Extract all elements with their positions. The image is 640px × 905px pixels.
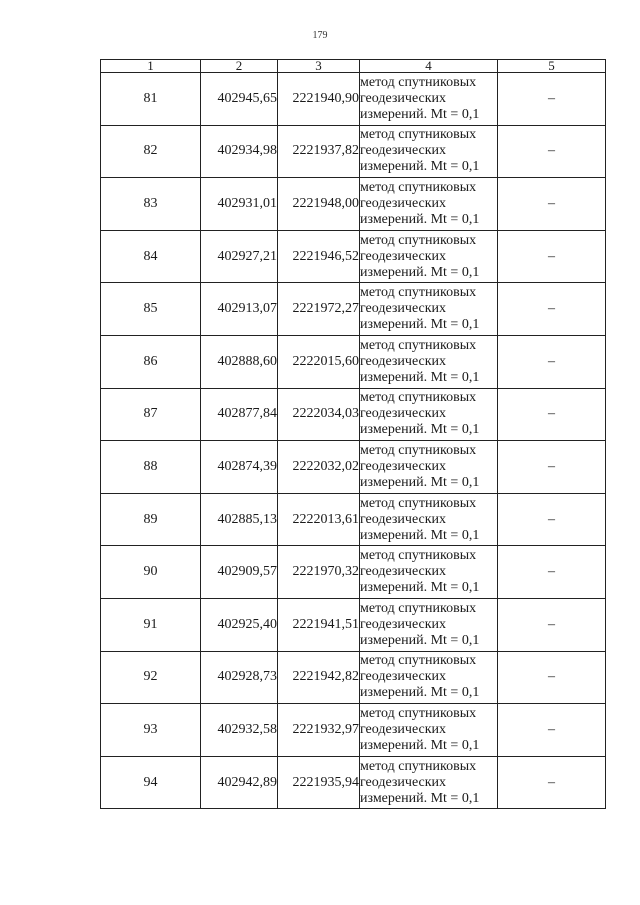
- method-line: измерений. Mt = 0,1: [360, 369, 480, 385]
- table-row: [101, 546, 606, 599]
- table-header-row: [101, 60, 606, 73]
- method-line: метод спутниковых: [360, 179, 477, 195]
- column-5-cell: –: [498, 651, 606, 704]
- method-line: метод спутниковых: [360, 337, 477, 353]
- method-line: измерений. Mt = 0,1: [360, 580, 480, 596]
- x-coordinate-cell: 402888,60: [201, 335, 278, 388]
- method-line: метод спутниковых: [360, 74, 477, 90]
- method-line: метод спутниковых: [360, 495, 477, 511]
- header-cell-4: 4: [360, 60, 498, 73]
- column-5-cell: –: [498, 73, 606, 126]
- table-row: [101, 230, 606, 283]
- y-coordinate-cell: 2221948,00: [278, 178, 360, 231]
- point-number-cell: 84: [101, 230, 201, 283]
- method-cell: [360, 756, 498, 809]
- method-cell: [360, 441, 498, 494]
- column-5-cell: –: [498, 441, 606, 494]
- method-line: измерений. Mt = 0,1: [360, 737, 480, 753]
- column-5-cell: –: [498, 546, 606, 599]
- method-cell: [360, 388, 498, 441]
- method-line: метод спутниковых: [360, 442, 477, 458]
- x-coordinate-cell: 402925,40: [201, 598, 278, 651]
- method-line: измерений. Mt = 0,1: [360, 106, 480, 122]
- x-coordinate-cell: 402877,84: [201, 388, 278, 441]
- column-5-cell: –: [498, 335, 606, 388]
- method-line: измерений. Mt = 0,1: [360, 264, 480, 280]
- method-line: метод спутниковых: [360, 705, 477, 721]
- table-row: [101, 73, 606, 126]
- method-line: метод спутниковых: [360, 600, 477, 616]
- method-line: геодезических: [360, 564, 447, 580]
- page-number: 179: [312, 30, 328, 41]
- point-number-cell: 94: [101, 756, 201, 809]
- table-row: [101, 283, 606, 336]
- method-line: измерений. Mt = 0,1: [360, 790, 480, 806]
- method-line: метод спутниковых: [360, 232, 477, 248]
- y-coordinate-cell: 2222034,03: [278, 388, 360, 441]
- method-line: метод спутниковых: [360, 285, 477, 301]
- point-number-cell: 88: [101, 441, 201, 494]
- y-coordinate-cell: 2222013,61: [278, 493, 360, 546]
- coordinates-table: [100, 59, 606, 809]
- method-cell: [360, 598, 498, 651]
- y-coordinate-cell: 2222032,02: [278, 441, 360, 494]
- column-5-cell: –: [498, 756, 606, 809]
- table-row: [101, 125, 606, 178]
- column-5-cell: –: [498, 704, 606, 757]
- method-line: метод спутниковых: [360, 653, 477, 669]
- method-line: измерений. Mt = 0,1: [360, 685, 480, 701]
- method-line: геодезических: [360, 616, 447, 632]
- column-5-cell: –: [498, 178, 606, 231]
- y-coordinate-cell: 2222015,60: [278, 335, 360, 388]
- x-coordinate-cell: 402934,98: [201, 125, 278, 178]
- x-coordinate-cell: 402932,58: [201, 704, 278, 757]
- method-cell: [360, 283, 498, 336]
- method-line: измерений. Mt = 0,1: [360, 422, 480, 438]
- table-row: [101, 598, 606, 651]
- table-row: [101, 704, 606, 757]
- method-line: геодезических: [360, 301, 447, 317]
- x-coordinate-cell: 402927,21: [201, 230, 278, 283]
- method-line: геодезических: [360, 195, 447, 211]
- x-coordinate-cell: 402885,13: [201, 493, 278, 546]
- header-cell-5: 5: [498, 60, 606, 73]
- method-line: измерений. Mt = 0,1: [360, 527, 480, 543]
- table-row: [101, 388, 606, 441]
- method-line: геодезических: [360, 721, 447, 737]
- point-number-cell: 90: [101, 546, 201, 599]
- header-cell-3: 3: [278, 60, 360, 73]
- point-number-cell: 92: [101, 651, 201, 704]
- method-line: геодезических: [360, 774, 447, 790]
- method-line: измерений. Mt = 0,1: [360, 317, 480, 333]
- x-coordinate-cell: 402931,01: [201, 178, 278, 231]
- y-coordinate-cell: 2221972,27: [278, 283, 360, 336]
- point-number-cell: 85: [101, 283, 201, 336]
- point-number-cell: 83: [101, 178, 201, 231]
- x-coordinate-cell: 402874,39: [201, 441, 278, 494]
- table-row: [101, 441, 606, 494]
- y-coordinate-cell: 2221946,52: [278, 230, 360, 283]
- header-cell-1: 1: [101, 60, 201, 73]
- method-line: измерений. Mt = 0,1: [360, 211, 480, 227]
- column-5-cell: –: [498, 388, 606, 441]
- method-line: измерений. Mt = 0,1: [360, 474, 480, 490]
- point-number-cell: 91: [101, 598, 201, 651]
- method-line: геодезических: [360, 406, 447, 422]
- method-line: метод спутниковых: [360, 127, 477, 143]
- method-line: геодезических: [360, 458, 447, 474]
- method-cell: [360, 178, 498, 231]
- column-5-cell: –: [498, 283, 606, 336]
- y-coordinate-cell: 2221937,82: [278, 125, 360, 178]
- table-row: [101, 335, 606, 388]
- column-5-cell: –: [498, 598, 606, 651]
- column-5-cell: –: [498, 230, 606, 283]
- column-5-cell: –: [498, 493, 606, 546]
- point-number-cell: 82: [101, 125, 201, 178]
- column-5-cell: –: [498, 125, 606, 178]
- method-cell: [360, 651, 498, 704]
- method-cell: [360, 73, 498, 126]
- table-row: [101, 493, 606, 546]
- method-line: измерений. Mt = 0,1: [360, 159, 480, 175]
- method-cell: [360, 493, 498, 546]
- method-cell: [360, 125, 498, 178]
- method-line: геодезических: [360, 143, 447, 159]
- y-coordinate-cell: 2221942,82: [278, 651, 360, 704]
- method-line: метод спутниковых: [360, 390, 477, 406]
- point-number-cell: 89: [101, 493, 201, 546]
- method-line: геодезических: [360, 90, 447, 106]
- y-coordinate-cell: 2221932,97: [278, 704, 360, 757]
- x-coordinate-cell: 402928,73: [201, 651, 278, 704]
- table-row: [101, 756, 606, 809]
- point-number-cell: 87: [101, 388, 201, 441]
- x-coordinate-cell: 402942,89: [201, 756, 278, 809]
- method-line: метод спутниковых: [360, 548, 477, 564]
- y-coordinate-cell: 2221940,90: [278, 73, 360, 126]
- y-coordinate-cell: 2221970,32: [278, 546, 360, 599]
- method-line: геодезических: [360, 669, 447, 685]
- table-row: [101, 651, 606, 704]
- y-coordinate-cell: 2221941,51: [278, 598, 360, 651]
- x-coordinate-cell: 402913,07: [201, 283, 278, 336]
- x-coordinate-cell: 402945,65: [201, 73, 278, 126]
- method-cell: [360, 546, 498, 599]
- method-line: геодезических: [360, 511, 447, 527]
- method-cell: [360, 704, 498, 757]
- method-line: геодезических: [360, 248, 447, 264]
- method-line: метод спутниковых: [360, 758, 477, 774]
- x-coordinate-cell: 402909,57: [201, 546, 278, 599]
- y-coordinate-cell: 2221935,94: [278, 756, 360, 809]
- method-cell: [360, 230, 498, 283]
- table-row: [101, 178, 606, 231]
- method-line: геодезических: [360, 353, 447, 369]
- point-number-cell: 81: [101, 73, 201, 126]
- method-cell: [360, 335, 498, 388]
- point-number-cell: 93: [101, 704, 201, 757]
- point-number-cell: 86: [101, 335, 201, 388]
- method-line: измерений. Mt = 0,1: [360, 632, 480, 648]
- header-cell-2: 2: [201, 60, 278, 73]
